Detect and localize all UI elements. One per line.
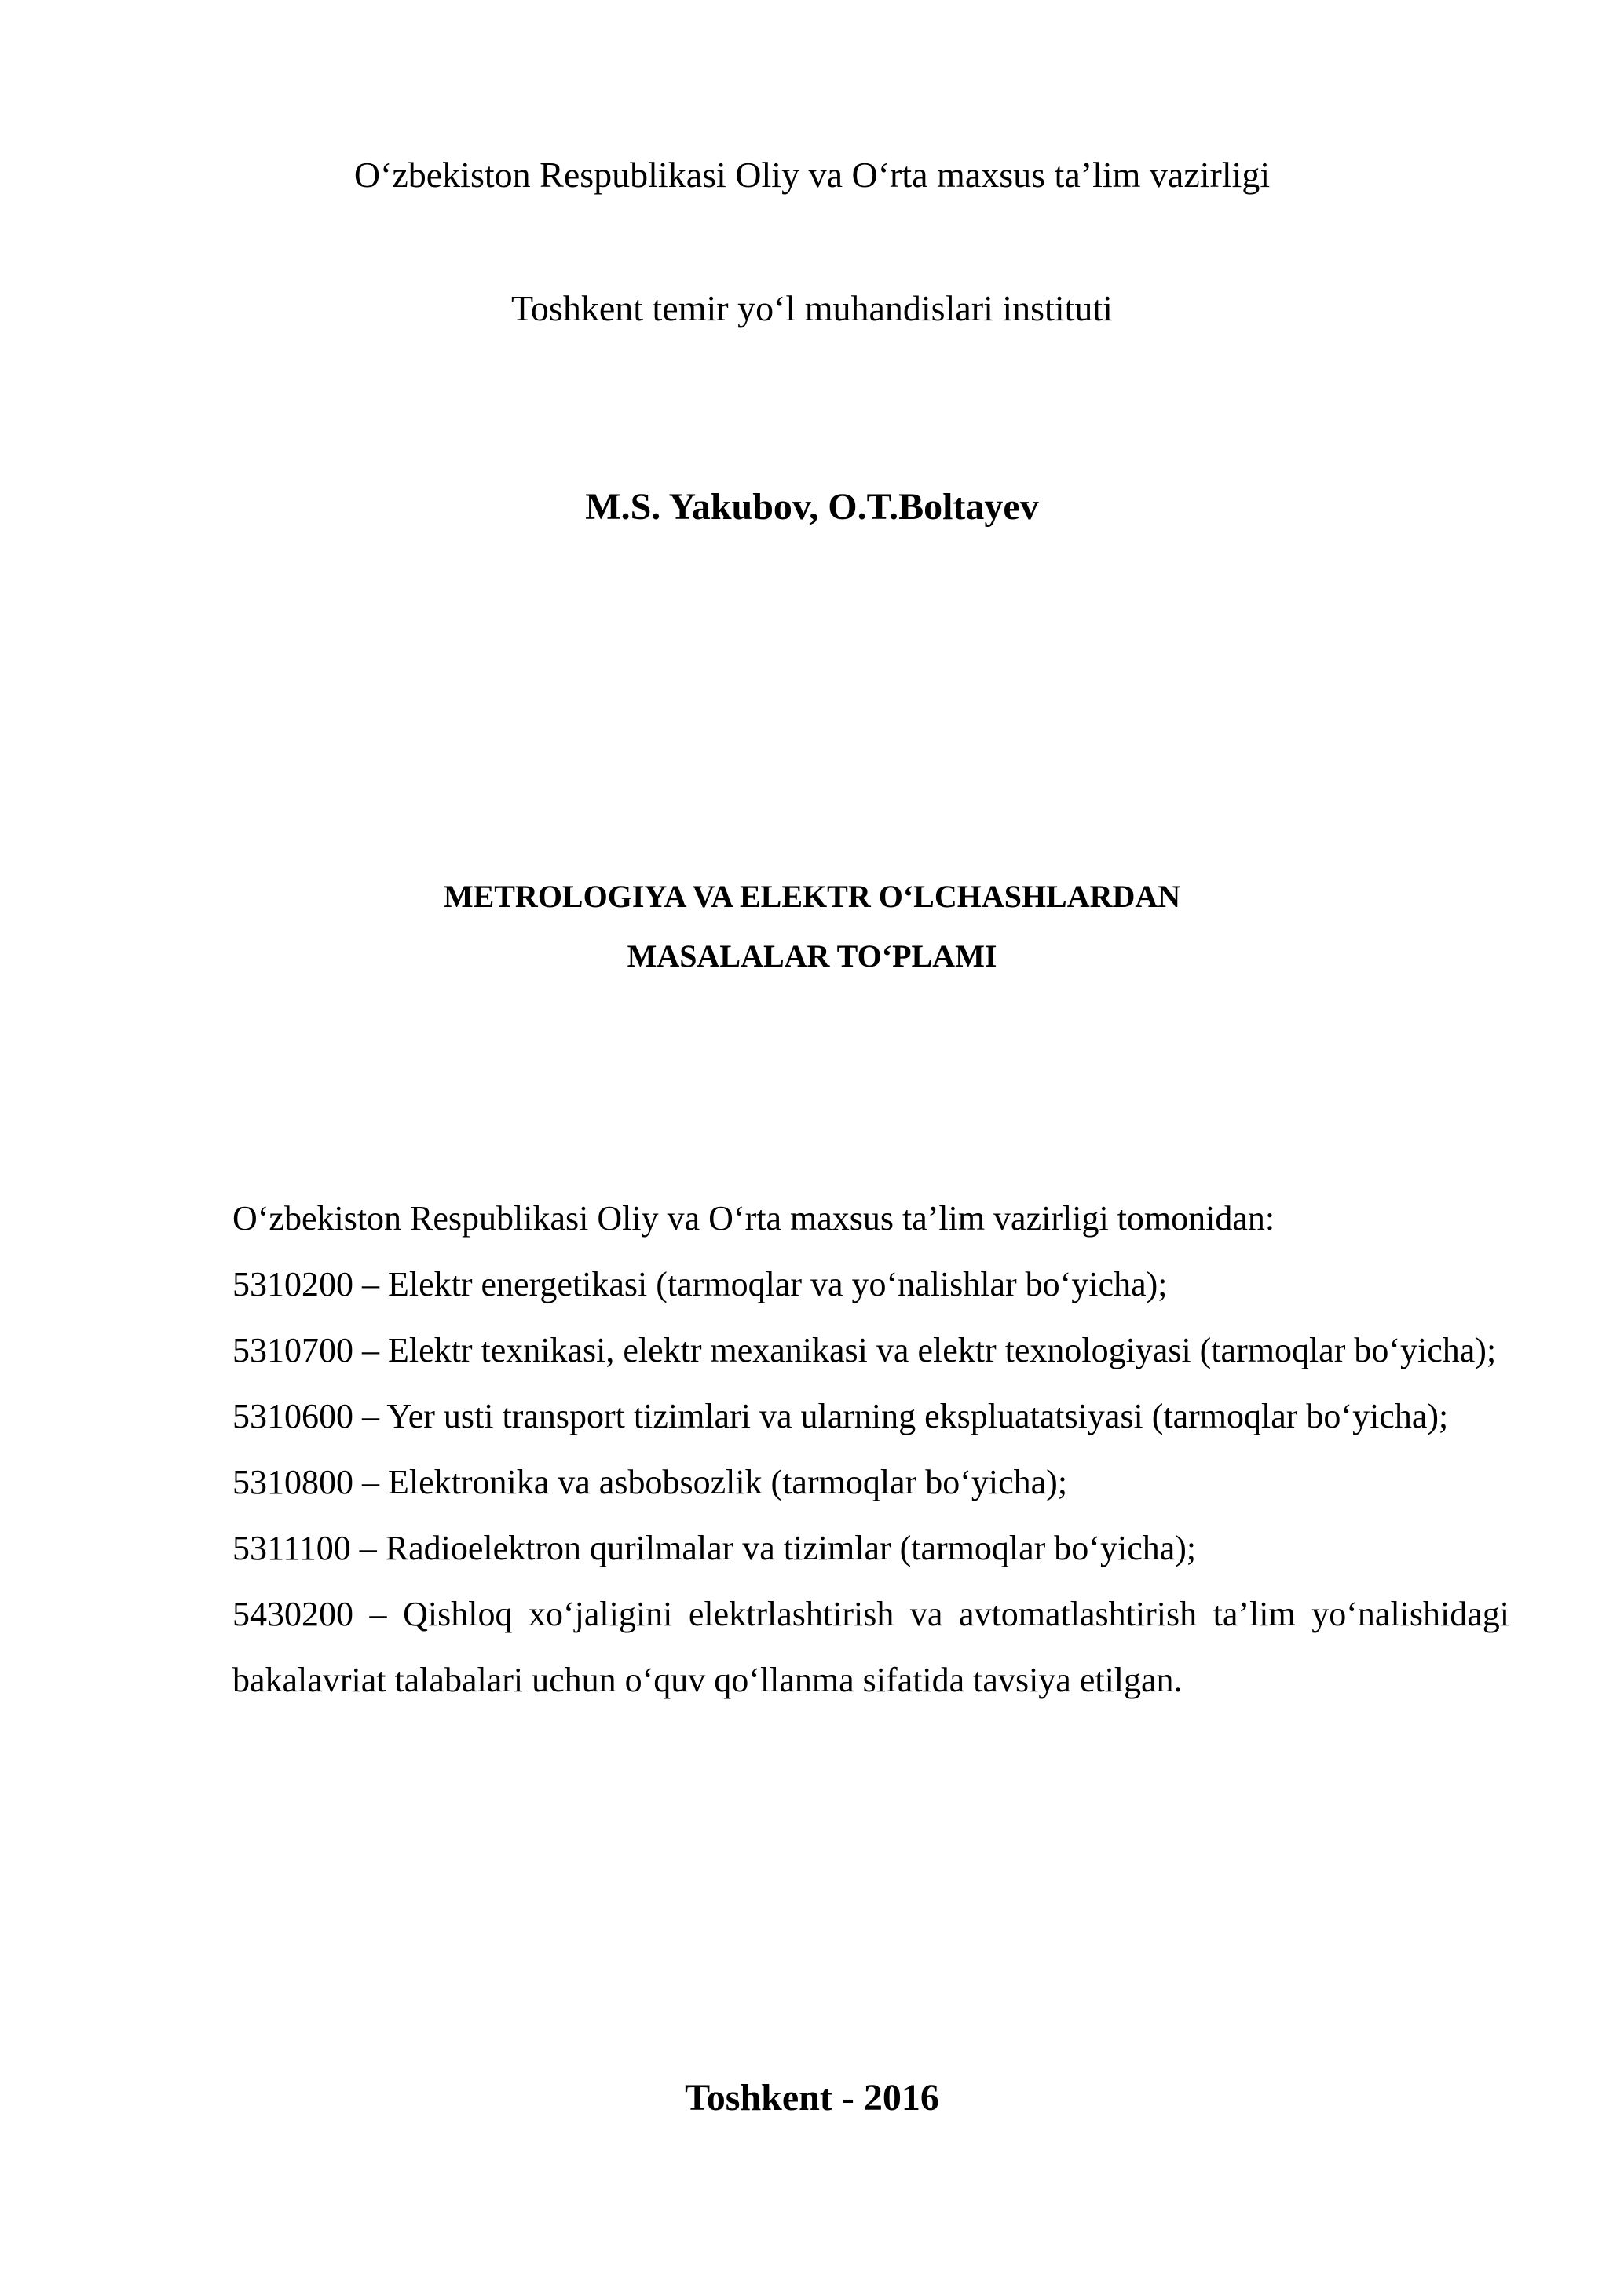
city-year: Toshkent - 2016 — [685, 2077, 939, 2119]
specialty-item: 5310600 – Yer usti transport tizimlari va ularning ekspluatatsiyasi (tarmoqlar bo‘yicha); — [232, 1397, 1449, 1435]
ministry-heading: O‘zbekiston Respublikasi Oliy va O‘rta maxsus ta’lim vazirligi — [353, 155, 1271, 195]
specialty-item: 5310700 – Elektr texnikasi, elektr mexanikasi va elektr texnologiyasi (tarmoqlar bo‘yicha); — [232, 1331, 1497, 1369]
specialty-item: 5311100 – Radioelektron qurilmalar va tizimlar (tarmoqlar bo‘yicha); — [232, 1529, 1197, 1567]
specialty-item: 5310800 – Elektronika va asbobsozlik (tarmoqlar bo‘yicha); — [232, 1463, 1068, 1501]
specialty-item: 5430200 – Qishloq xo‘jaligini elektrlashtirish va avtomatlashtirish ta’lim yo‘nalishidagi bakalavriat talabalari uchun o‘quv qo‘llanma sifatida tavsiya etilgan. — [232, 1595, 1509, 1699]
approval-intro: O‘zbekiston Respublikasi Oliy va O‘rta maxsus ta’lim vazirligi tomonidan: — [232, 1199, 1275, 1238]
institute-heading: Toshkent temir yo‘l muhandislari instituti — [511, 288, 1113, 328]
specialty-item: 5310200 – Elektr energetikasi (tarmoqlar va yo‘nalishlar bo‘yicha); — [232, 1265, 1168, 1303]
authors: M.S. Yakubov, O.T.Boltayev — [585, 486, 1039, 528]
approval-block — [232, 1186, 1509, 1713]
book-title-line-1: METROLOGIYA VA ELEKTR O‘LCHASHLARDAN — [443, 879, 1181, 914]
book-title-line-2: MASALALAR TO‘PLAMI — [627, 938, 997, 974]
